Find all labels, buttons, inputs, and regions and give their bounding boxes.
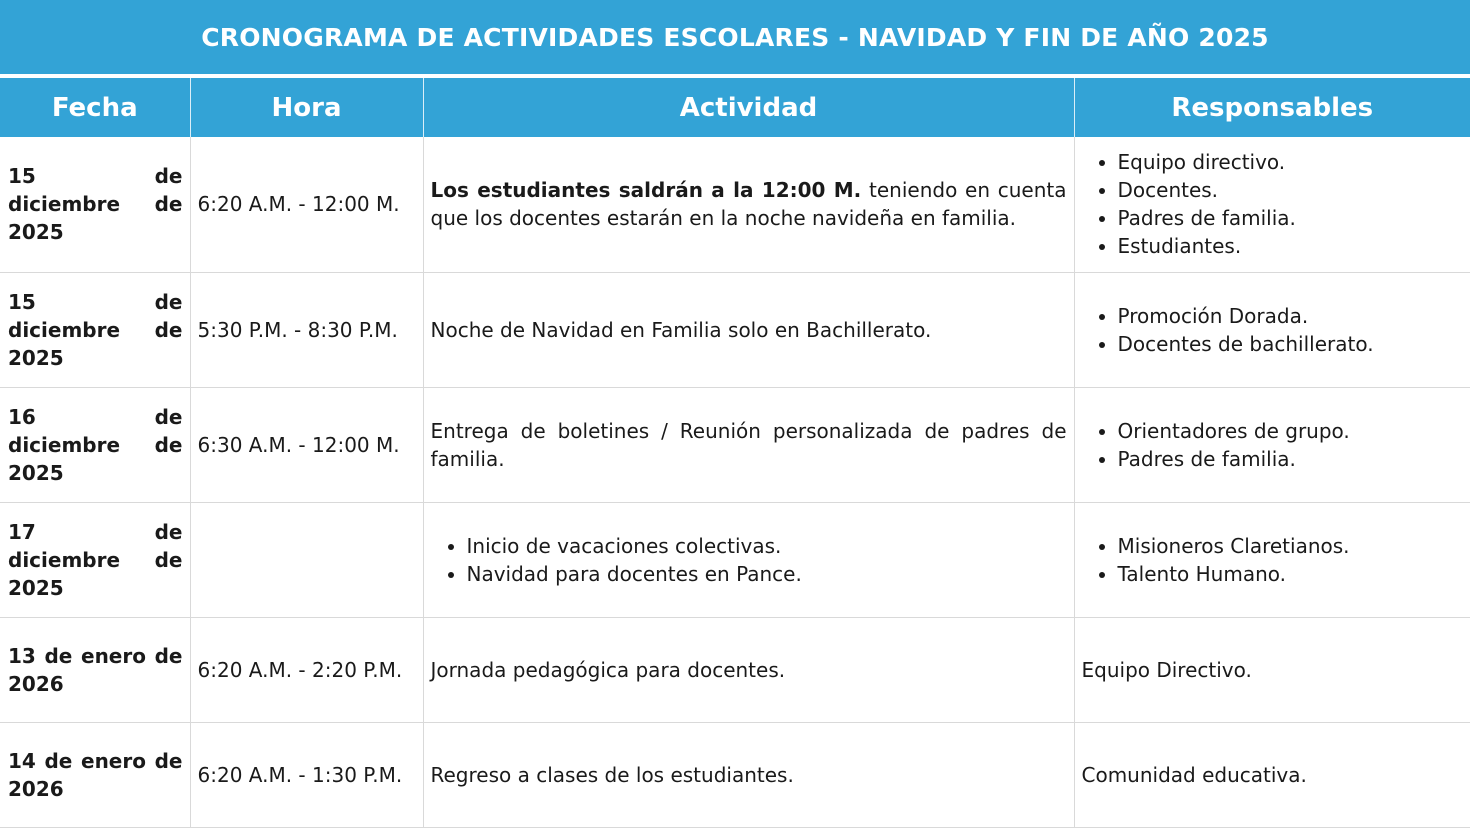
row-date: 13 de enero de 2026 [0,617,190,722]
responsible-item: • Misioneros Claretianos. [1118,532,1464,560]
row-activity-text: teniendo en cuenta que los docentes estarán en la noche navideña en familia. [430,178,1067,231]
row-time: 6:30 A.M. - 12:00 M. [190,387,423,502]
row-time: 5:30 P.M. - 8:30 P.M. [190,272,423,387]
responsible-item: • Docentes de bachillerato. [1118,330,1464,358]
row-activity [423,137,1074,272]
table-row [0,617,1470,722]
row-time: 6:20 A.M. - 12:00 M. [190,137,423,272]
responsible-item: • Padres de familia. [1118,204,1464,232]
schedule-table [0,78,1470,828]
responsible-item: • Promoción Dorada. [1118,302,1464,330]
row-date: 16 de diciembre de 2025 [0,387,190,502]
row-date: 14 de enero de 2026 [0,722,190,827]
row-responsibles [1074,502,1470,617]
header-responsables: Responsables [1074,78,1470,137]
responsible-item: • Talento Humano. [1118,560,1464,588]
row-responsibles: Comunidad educativa. [1074,722,1470,827]
table-header-row [0,78,1470,137]
row-activity: Jornada pedagógica para docentes. [423,617,1074,722]
row-activity: Entrega de boletines / Reunión personalizada de padres de familia. [423,387,1074,502]
row-activity: Noche de Navidad en Familia solo en Bachillerato. [423,272,1074,387]
activity-item: • Navidad para docentes en Pance. [467,560,1067,588]
responsible-item: • Orientadores de grupo. [1118,417,1464,445]
row-responsibles [1074,137,1470,272]
row-time [190,502,423,617]
table-row [0,387,1470,502]
activity-item: • Inicio de vacaciones colectivas. [467,532,1067,560]
row-responsibles [1074,387,1470,502]
table-row [0,722,1470,827]
row-date: 17 de diciembre de 2025 [0,502,190,617]
row-date: 15 de diciembre de 2025 [0,137,190,272]
row-activity: Regreso a clases de los estudiantes. [423,722,1074,827]
row-time: 6:20 A.M. - 1:30 P.M. [190,722,423,827]
row-time: 6:20 A.M. - 2:20 P.M. [190,617,423,722]
header-fecha: Fecha [0,78,190,137]
row-activity-bold: Los estudiantes saldrán a la 12:00 M. [430,178,862,203]
responsible-item: • Padres de familia. [1118,445,1464,473]
responsible-item: • Equipo directivo. [1118,148,1464,176]
header-actividad: Actividad [423,78,1074,137]
page-title: CRONOGRAMA DE ACTIVIDADES ESCOLARES - NAVIDAD Y FIN DE AÑO 2025 [0,0,1470,74]
row-responsibles: Equipo Directivo. [1074,617,1470,722]
header-hora: Hora [190,78,423,137]
table-row [0,502,1470,617]
row-responsibles [1074,272,1470,387]
responsible-item: • Docentes. [1118,176,1464,204]
row-date: 15 de diciembre de 2025 [0,272,190,387]
row-activity [423,502,1074,617]
table-row [0,137,1470,272]
table-row [0,272,1470,387]
responsible-item: • Estudiantes. [1118,232,1464,260]
